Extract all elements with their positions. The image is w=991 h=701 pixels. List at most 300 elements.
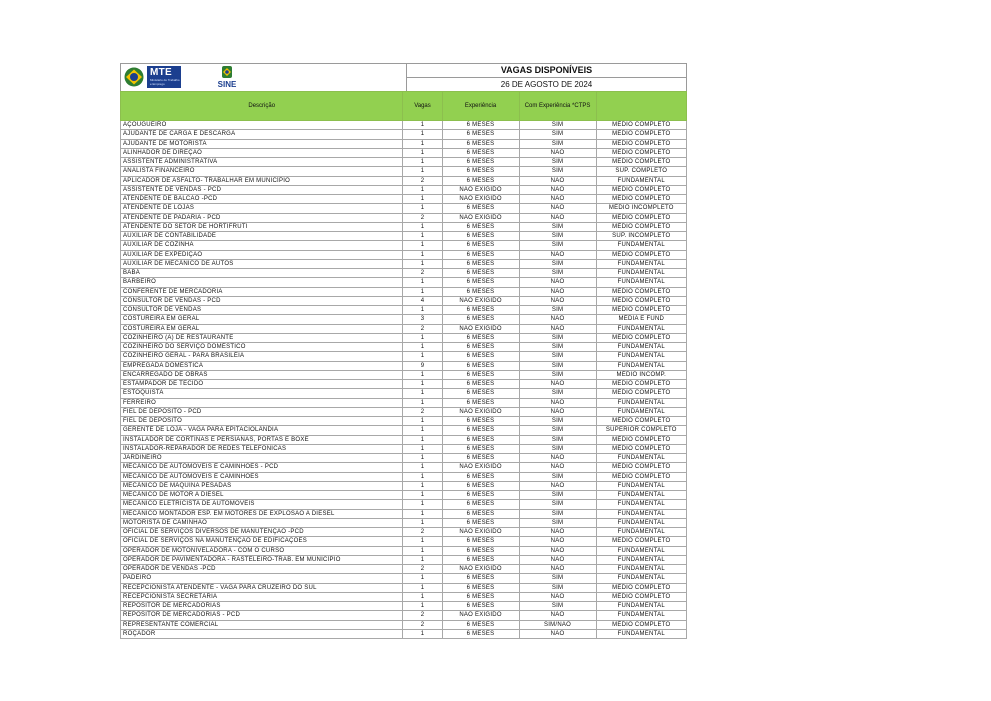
cell-com-experiencia: NÃO bbox=[519, 555, 596, 564]
cell-vagas: 1 bbox=[403, 583, 442, 592]
mte-badge bbox=[147, 66, 181, 88]
table-row bbox=[121, 500, 687, 509]
cell-experiencia: NÃO EXIGIDO bbox=[442, 611, 519, 620]
cell-com-experiencia: NÃO bbox=[519, 213, 596, 222]
cell-escolaridade: FUNDAMENTAL bbox=[596, 509, 686, 518]
cell-escolaridade: SUPERIOR COMPLETO bbox=[596, 426, 686, 435]
cell-escolaridade: FUNDAMENTAL bbox=[596, 574, 686, 583]
sine-logo bbox=[214, 65, 240, 91]
cell-com-experiencia: SIM bbox=[519, 370, 596, 379]
cell-com-experiencia: NÃO bbox=[519, 454, 596, 463]
cell-vagas: 1 bbox=[403, 546, 442, 555]
cell-vagas: 1 bbox=[403, 232, 442, 241]
cell-com-experiencia: NÃO bbox=[519, 324, 596, 333]
table-row bbox=[121, 380, 687, 389]
cell-escolaridade: FUNDAMENTAL bbox=[596, 278, 686, 287]
cell-vagas: 1 bbox=[403, 306, 442, 315]
cell-descricao: ASSISTENTE DE VENDAS - PCD bbox=[121, 185, 403, 194]
column-header-vagas: Vagas bbox=[403, 92, 442, 121]
cell-descricao: CONFERENTE DE MERCADORIA bbox=[121, 287, 403, 296]
table-row bbox=[121, 546, 687, 555]
mte-logo bbox=[123, 66, 181, 88]
page-date: 26 DE AGOSTO DE 2024 bbox=[500, 80, 593, 89]
cell-com-experiencia: SIM bbox=[519, 167, 596, 176]
cell-experiencia: 6 MESES bbox=[442, 629, 519, 638]
cell-experiencia: 6 MESES bbox=[442, 426, 519, 435]
cell-escolaridade: SUP. COMPLETO bbox=[596, 167, 686, 176]
cell-vagas: 2 bbox=[403, 620, 442, 629]
sheet-header bbox=[120, 63, 687, 91]
table-row bbox=[121, 463, 687, 472]
cell-experiencia: 6 MESES bbox=[442, 269, 519, 278]
table-row bbox=[121, 555, 687, 564]
cell-descricao: ATENDENTE DO SETOR DE HORTIFRUTI bbox=[121, 222, 403, 231]
table-row bbox=[121, 158, 687, 167]
cell-com-experiencia: SIM bbox=[519, 352, 596, 361]
cell-vagas: 1 bbox=[403, 500, 442, 509]
cell-experiencia: 6 MESES bbox=[442, 343, 519, 352]
cell-com-experiencia: SIM bbox=[519, 602, 596, 611]
cell-escolaridade: FUNDAMENTAL bbox=[596, 546, 686, 555]
cell-escolaridade: FUNDAMENTAL bbox=[596, 241, 686, 250]
cell-escolaridade: FUNDAMENTAL bbox=[596, 259, 686, 268]
cell-escolaridade: MÉDIO COMPLETO bbox=[596, 620, 686, 629]
cell-descricao: AUXILIAR DE CONTABILIDADE bbox=[121, 232, 403, 241]
cell-escolaridade: MÉDIO COMPLETO bbox=[596, 463, 686, 472]
cell-descricao: COZINHEIRO (A) DE RESTAURANTE bbox=[121, 333, 403, 342]
cell-escolaridade: MÉDIO COMPLETO bbox=[596, 121, 686, 130]
cell-descricao: OFICIAL DE SERVIÇOS NA MANUTENÇÃO DE EDIFICAÇÕES bbox=[121, 537, 403, 546]
table-row bbox=[121, 620, 687, 629]
table-row bbox=[121, 130, 687, 139]
cell-escolaridade: SUP. INCOMPLETO bbox=[596, 232, 686, 241]
cell-escolaridade: FUNDAMENTAL bbox=[596, 407, 686, 416]
cell-escolaridade: MÉDIO COMPLETO bbox=[596, 148, 686, 157]
cell-experiencia: 6 MESES bbox=[442, 546, 519, 555]
cell-com-experiencia: NÃO bbox=[519, 528, 596, 537]
cell-com-experiencia: NÃO bbox=[519, 592, 596, 601]
cell-escolaridade: MÉDIO COMPLETO bbox=[596, 296, 686, 305]
cell-vagas: 1 bbox=[403, 158, 442, 167]
cell-vagas: 1 bbox=[403, 278, 442, 287]
cell-descricao: AUXILIAR DE MECÂNICO DE AUTOS bbox=[121, 259, 403, 268]
cell-com-experiencia: NÃO bbox=[519, 176, 596, 185]
cell-escolaridade: MÉDIO COMPLETO bbox=[596, 139, 686, 148]
cell-escolaridade: FUNDAMENTAL bbox=[596, 611, 686, 620]
cell-escolaridade: MÉDIO COMPLETO bbox=[596, 472, 686, 481]
cell-vagas: 1 bbox=[403, 592, 442, 601]
cell-descricao: OFICIAL DE SERVIÇOS DIVERSOS DE MANUTENÇÃO -PCD bbox=[121, 528, 403, 537]
cell-vagas: 2 bbox=[403, 269, 442, 278]
cell-vagas: 3 bbox=[403, 315, 442, 324]
mte-logo-subtitle: Ministério do Trabalho e Emprego bbox=[150, 78, 180, 86]
table-row bbox=[121, 352, 687, 361]
table-row bbox=[121, 213, 687, 222]
cell-experiencia: 6 MESES bbox=[442, 241, 519, 250]
cell-experiencia: 6 MESES bbox=[442, 555, 519, 564]
cell-vagas: 1 bbox=[403, 481, 442, 490]
cell-vagas: 1 bbox=[403, 537, 442, 546]
cell-experiencia: 6 MESES bbox=[442, 583, 519, 592]
cell-vagas: 2 bbox=[403, 528, 442, 537]
cell-vagas: 2 bbox=[403, 611, 442, 620]
cell-escolaridade: MÉDIO COMPLETO bbox=[596, 333, 686, 342]
cell-com-experiencia: SIM bbox=[519, 343, 596, 352]
cell-vagas: 1 bbox=[403, 241, 442, 250]
cell-vagas: 1 bbox=[403, 629, 442, 638]
cell-com-experiencia: NÃO bbox=[519, 315, 596, 324]
cell-com-experiencia: NÃO bbox=[519, 546, 596, 555]
cell-experiencia: 6 MESES bbox=[442, 204, 519, 213]
cell-escolaridade: MÉDIO COMPLETO bbox=[596, 583, 686, 592]
cell-descricao: ATENDENTE DE PADARIA - PCD bbox=[121, 213, 403, 222]
table-row bbox=[121, 121, 687, 130]
table-row bbox=[121, 315, 687, 324]
cell-descricao: COZINHEIRO GERAL - PARA BRASILÉIA bbox=[121, 352, 403, 361]
cell-escolaridade: MÉDIO COMPLETO bbox=[596, 222, 686, 231]
table-row bbox=[121, 232, 687, 241]
cell-com-experiencia: NÃO bbox=[519, 195, 596, 204]
cell-descricao: MECÂNICO DE AUTOMÓVEIS E CAMINHÕES bbox=[121, 472, 403, 481]
cell-vagas: 1 bbox=[403, 185, 442, 194]
cell-descricao: AUXILIAR DE EXPEDIÇÃO bbox=[121, 250, 403, 259]
cell-com-experiencia: SIM bbox=[519, 232, 596, 241]
cell-vagas: 1 bbox=[403, 287, 442, 296]
cell-experiencia: 6 MESES bbox=[442, 472, 519, 481]
cell-experiencia: 6 MESES bbox=[442, 352, 519, 361]
cell-experiencia: NÃO EXIGIDO bbox=[442, 213, 519, 222]
table-body bbox=[121, 121, 687, 639]
cell-descricao: ROÇADOR bbox=[121, 629, 403, 638]
cell-com-experiencia: SIM bbox=[519, 241, 596, 250]
cell-escolaridade: FUNDAMENTAL bbox=[596, 269, 686, 278]
cell-com-experiencia: SIM bbox=[519, 583, 596, 592]
cell-descricao: MECÂNICO DE MOTOR A DIESEL bbox=[121, 491, 403, 500]
cell-experiencia: 6 MESES bbox=[442, 130, 519, 139]
column-header-descricao: Descrição bbox=[121, 92, 403, 121]
cell-vagas: 1 bbox=[403, 602, 442, 611]
mte-logo-text: MTE bbox=[150, 67, 173, 78]
cell-vagas: 1 bbox=[403, 222, 442, 231]
cell-descricao: MECÂNICO MONTADOR ESP. EM MOTORES DE EXPLOSÃO A DIESEL bbox=[121, 509, 403, 518]
cell-descricao: CONSULTOR DE VENDAS bbox=[121, 306, 403, 315]
cell-escolaridade: MÉDIO COMPLETO bbox=[596, 195, 686, 204]
cell-com-experiencia: SIM bbox=[519, 574, 596, 583]
logo-area bbox=[121, 64, 407, 91]
cell-descricao: CONSULTOR DE VENDAS - PCD bbox=[121, 296, 403, 305]
cell-escolaridade: MÉDIO COMPLETO bbox=[596, 213, 686, 222]
cell-com-experiencia: NÃO bbox=[519, 407, 596, 416]
table-row bbox=[121, 509, 687, 518]
cell-experiencia: NÃO EXIGIDO bbox=[442, 185, 519, 194]
cell-com-experiencia: SIM bbox=[519, 491, 596, 500]
cell-escolaridade: FUNDAMENTAL bbox=[596, 500, 686, 509]
cell-descricao: OPERADOR DE PAVIMENTADORA - RASTELEIRO-TRAB. EM MUNICÍPIO bbox=[121, 555, 403, 564]
cell-vagas: 1 bbox=[403, 463, 442, 472]
cell-com-experiencia: NÃO bbox=[519, 463, 596, 472]
cell-vagas: 1 bbox=[403, 121, 442, 130]
cell-descricao: ATENDENTE DE BALCÃO -PCD bbox=[121, 195, 403, 204]
cell-experiencia: 6 MESES bbox=[442, 315, 519, 324]
cell-descricao: REPOSITOR DE MERCADORIAS bbox=[121, 602, 403, 611]
cell-experiencia: 6 MESES bbox=[442, 518, 519, 527]
cell-escolaridade: MÉDIO COMPLETO bbox=[596, 287, 686, 296]
cell-vagas: 1 bbox=[403, 454, 442, 463]
cell-com-experiencia: SIM bbox=[519, 333, 596, 342]
table-row bbox=[121, 444, 687, 453]
table-row bbox=[121, 435, 687, 444]
cell-experiencia: 6 MESES bbox=[442, 537, 519, 546]
cell-experiencia: 6 MESES bbox=[442, 222, 519, 231]
cell-descricao: AUXILIAR DE COZINHA bbox=[121, 241, 403, 250]
cell-vagas: 1 bbox=[403, 555, 442, 564]
cell-experiencia: 6 MESES bbox=[442, 389, 519, 398]
cell-com-experiencia: NÃO bbox=[519, 629, 596, 638]
cell-escolaridade: MÉDIO COMPLETO bbox=[596, 417, 686, 426]
cell-experiencia: NÃO EXIGIDO bbox=[442, 463, 519, 472]
cell-escolaridade: FUNDAMENTAL bbox=[596, 518, 686, 527]
cell-descricao: FIEL DE DEPOSITO bbox=[121, 417, 403, 426]
cell-descricao: INSTALADOR-REPARADOR DE REDES TELEFÔNICAS bbox=[121, 444, 403, 453]
cell-experiencia: 6 MESES bbox=[442, 435, 519, 444]
vacancy-sheet bbox=[120, 63, 687, 639]
table-row bbox=[121, 148, 687, 157]
cell-descricao: AÇOUGUEIRO bbox=[121, 121, 403, 130]
cell-escolaridade: FUNDAMENTAL bbox=[596, 629, 686, 638]
cell-experiencia: 6 MESES bbox=[442, 481, 519, 490]
column-header-com-experiencia: Com Experiência *CTPS bbox=[519, 92, 596, 121]
cell-descricao: APLICADOR DE ASFALTO- TRABALHAR EM MUNICÍPIO bbox=[121, 176, 403, 185]
cell-experiencia: 6 MESES bbox=[442, 398, 519, 407]
table-row bbox=[121, 278, 687, 287]
cell-descricao: GERENTE DE LOJA - VAGA PARA EPITACIOLÂNDIA bbox=[121, 426, 403, 435]
cell-experiencia: 6 MESES bbox=[442, 287, 519, 296]
cell-experiencia: 6 MESES bbox=[442, 278, 519, 287]
table-row bbox=[121, 167, 687, 176]
cell-escolaridade: MÉDIO COMPLETO bbox=[596, 306, 686, 315]
table-row bbox=[121, 611, 687, 620]
page-title: VAGAS DISPONÍVEIS bbox=[407, 64, 686, 78]
cell-experiencia: NÃO EXIGIDO bbox=[442, 296, 519, 305]
cell-experiencia: 6 MESES bbox=[442, 250, 519, 259]
cell-com-experiencia: SIM bbox=[519, 472, 596, 481]
cell-experiencia: 6 MESES bbox=[442, 167, 519, 176]
cell-experiencia: 6 MESES bbox=[442, 454, 519, 463]
cell-com-experiencia: NÃO bbox=[519, 148, 596, 157]
cell-experiencia: 6 MESES bbox=[442, 509, 519, 518]
table-row bbox=[121, 361, 687, 370]
table-row bbox=[121, 565, 687, 574]
cell-descricao: MOTORISTA DE CAMINHÃO bbox=[121, 518, 403, 527]
cell-escolaridade: FUNDAMENTAL bbox=[596, 176, 686, 185]
cell-experiencia: 6 MESES bbox=[442, 417, 519, 426]
table-row bbox=[121, 204, 687, 213]
cell-experiencia: 6 MESES bbox=[442, 333, 519, 342]
cell-escolaridade: FUNDAMENTAL bbox=[596, 481, 686, 490]
cell-experiencia: NÃO EXIGIDO bbox=[442, 195, 519, 204]
cell-descricao: COSTUREIRA EM GERAL bbox=[121, 315, 403, 324]
cell-com-experiencia: NÃO bbox=[519, 398, 596, 407]
cell-vagas: 4 bbox=[403, 296, 442, 305]
cell-vagas: 1 bbox=[403, 204, 442, 213]
table-row bbox=[121, 241, 687, 250]
cell-escolaridade: FUNDAMENTAL bbox=[596, 454, 686, 463]
table-row bbox=[121, 389, 687, 398]
cell-escolaridade: MÉDIO COMPLETO bbox=[596, 592, 686, 601]
cell-escolaridade: MÉDIO COMPLETO bbox=[596, 444, 686, 453]
cell-com-experiencia: NÃO bbox=[519, 185, 596, 194]
cell-descricao: OPERADOR DE VENDAS -PCD bbox=[121, 565, 403, 574]
table-row bbox=[121, 629, 687, 638]
cell-vagas: 1 bbox=[403, 167, 442, 176]
cell-com-experiencia: SIM bbox=[519, 269, 596, 278]
table-row bbox=[121, 537, 687, 546]
table-row bbox=[121, 250, 687, 259]
table-row bbox=[121, 343, 687, 352]
table-row bbox=[121, 185, 687, 194]
cell-experiencia: 6 MESES bbox=[442, 602, 519, 611]
cell-vagas: 2 bbox=[403, 176, 442, 185]
table-row bbox=[121, 417, 687, 426]
cell-vagas: 1 bbox=[403, 417, 442, 426]
column-header-experiencia: Experiência bbox=[442, 92, 519, 121]
cell-experiencia: 6 MESES bbox=[442, 121, 519, 130]
cell-vagas: 1 bbox=[403, 389, 442, 398]
cell-experiencia: 6 MESES bbox=[442, 259, 519, 268]
table-row bbox=[121, 398, 687, 407]
cell-vagas: 1 bbox=[403, 435, 442, 444]
cell-escolaridade: FUNDAMENTAL bbox=[596, 555, 686, 564]
cell-com-experiencia: SIM bbox=[519, 389, 596, 398]
cell-com-experiencia: SIM bbox=[519, 417, 596, 426]
cell-descricao: BABÁ bbox=[121, 269, 403, 278]
cell-descricao: FERREIRO bbox=[121, 398, 403, 407]
cell-vagas: 1 bbox=[403, 195, 442, 204]
cell-vagas: 1 bbox=[403, 139, 442, 148]
table-row bbox=[121, 306, 687, 315]
table-row bbox=[121, 195, 687, 204]
column-header-escolaridade bbox=[596, 92, 686, 121]
cell-descricao: FIEL DE DEPÓSITO - PCD bbox=[121, 407, 403, 416]
table-header-row bbox=[121, 92, 687, 121]
cell-escolaridade: FUNDAMENTAL bbox=[596, 324, 686, 333]
table-row bbox=[121, 222, 687, 231]
cell-escolaridade: MÉDIO COMPLETO bbox=[596, 130, 686, 139]
cell-com-experiencia: NÃO bbox=[519, 250, 596, 259]
table-row bbox=[121, 139, 687, 148]
cell-com-experiencia: SIM/NÃO bbox=[519, 620, 596, 629]
sine-emblem-icon bbox=[214, 65, 240, 80]
table-row bbox=[121, 259, 687, 268]
cell-vagas: 1 bbox=[403, 352, 442, 361]
cell-experiencia: NÃO EXIGIDO bbox=[442, 324, 519, 333]
cell-experiencia: 6 MESES bbox=[442, 500, 519, 509]
cell-escolaridade: MÉDIO COMPLETO bbox=[596, 435, 686, 444]
table-row bbox=[121, 472, 687, 481]
cell-com-experiencia: NÃO bbox=[519, 278, 596, 287]
table-row bbox=[121, 269, 687, 278]
cell-experiencia: 6 MESES bbox=[442, 574, 519, 583]
cell-vagas: 1 bbox=[403, 491, 442, 500]
cell-experiencia: 6 MESES bbox=[442, 444, 519, 453]
cell-com-experiencia: NÃO bbox=[519, 565, 596, 574]
cell-escolaridade: FUNDAMENTAL bbox=[596, 398, 686, 407]
cell-vagas: 2 bbox=[403, 324, 442, 333]
table-row bbox=[121, 574, 687, 583]
cell-vagas: 1 bbox=[403, 250, 442, 259]
cell-experiencia: 6 MESES bbox=[442, 306, 519, 315]
cell-com-experiencia: SIM bbox=[519, 444, 596, 453]
table-row bbox=[121, 454, 687, 463]
cell-com-experiencia: SIM bbox=[519, 222, 596, 231]
cell-com-experiencia: SIM bbox=[519, 518, 596, 527]
cell-escolaridade: MÉDIO COMPLETO bbox=[596, 250, 686, 259]
cell-descricao: AJUDANTE DE MOTORISTA bbox=[121, 139, 403, 148]
cell-experiencia: 6 MESES bbox=[442, 592, 519, 601]
cell-experiencia: NÃO EXIGIDO bbox=[442, 407, 519, 416]
cell-experiencia: 6 MESES bbox=[442, 370, 519, 379]
cell-experiencia: 6 MESES bbox=[442, 380, 519, 389]
cell-vagas: 1 bbox=[403, 148, 442, 157]
table-row bbox=[121, 583, 687, 592]
title-area bbox=[407, 64, 686, 91]
cell-vagas: 2 bbox=[403, 213, 442, 222]
cell-com-experiencia: SIM bbox=[519, 259, 596, 268]
cell-escolaridade: MÉDIO COMPLETO bbox=[596, 158, 686, 167]
cell-com-experiencia: SIM bbox=[519, 306, 596, 315]
cell-descricao: ATENDENTE DE LOJAS bbox=[121, 204, 403, 213]
cell-vagas: 1 bbox=[403, 370, 442, 379]
cell-descricao: ESTOQUISTA bbox=[121, 389, 403, 398]
cell-vagas: 1 bbox=[403, 472, 442, 481]
cell-descricao: COSTUREIRA EM GERAL bbox=[121, 324, 403, 333]
cell-descricao: MECÂNICO DE MÁQUINA PESADAS bbox=[121, 481, 403, 490]
cell-vagas: 2 bbox=[403, 407, 442, 416]
cell-escolaridade: MÉDIA E FUND bbox=[596, 315, 686, 324]
cell-com-experiencia: SIM bbox=[519, 130, 596, 139]
table-row bbox=[121, 176, 687, 185]
cell-com-experiencia: SIM bbox=[519, 361, 596, 370]
table-row bbox=[121, 370, 687, 379]
cell-vagas: 1 bbox=[403, 398, 442, 407]
cell-descricao: COZINHEIRO DO SERVIÇO DOMÉSTICO bbox=[121, 343, 403, 352]
cell-descricao: ANALISTA FINANCEIRO bbox=[121, 167, 403, 176]
cell-experiencia: 6 MESES bbox=[442, 620, 519, 629]
cell-experiencia: 6 MESES bbox=[442, 491, 519, 500]
cell-escolaridade: FUNDAMENTAL bbox=[596, 528, 686, 537]
cell-vagas: 1 bbox=[403, 130, 442, 139]
cell-descricao: ALINHADOR DE DIREÇÃO bbox=[121, 148, 403, 157]
cell-experiencia: 6 MESES bbox=[442, 176, 519, 185]
cell-com-experiencia: SIM bbox=[519, 500, 596, 509]
cell-descricao: MECÂNICO DE AUTOMÓVEIS E CAMINHÕES - PCD bbox=[121, 463, 403, 472]
table-row bbox=[121, 592, 687, 601]
cell-experiencia: 6 MESES bbox=[442, 139, 519, 148]
table-row bbox=[121, 481, 687, 490]
table-row bbox=[121, 324, 687, 333]
cell-descricao: MECÂNICO ELETRICISTA DE AUTOMÓVEIS bbox=[121, 500, 403, 509]
cell-descricao: ESTAMPADOR DE TECIDO bbox=[121, 380, 403, 389]
cell-escolaridade: MÉDIO INCOMP. bbox=[596, 370, 686, 379]
cell-com-experiencia: SIM bbox=[519, 158, 596, 167]
cell-escolaridade: FUNDAMENTAL bbox=[596, 361, 686, 370]
vacancy-table bbox=[120, 91, 687, 639]
cell-experiencia: 6 MESES bbox=[442, 158, 519, 167]
table-row bbox=[121, 426, 687, 435]
table-row bbox=[121, 287, 687, 296]
cell-com-experiencia: NÃO bbox=[519, 611, 596, 620]
cell-experiencia: 6 MESES bbox=[442, 232, 519, 241]
